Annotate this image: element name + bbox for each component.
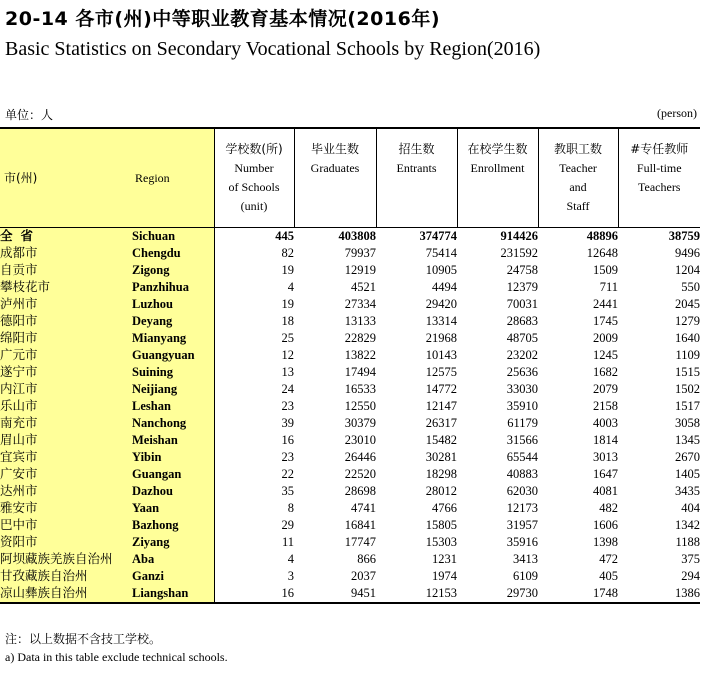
enrollment-header-en: Enrollment <box>470 161 525 175</box>
staff-cell: 1647 <box>593 467 618 481</box>
graduates-cell: 79937 <box>344 246 376 260</box>
entrants-cell: 12575 <box>425 365 457 379</box>
schools-cell: 12 <box>281 348 294 362</box>
table-row <box>0 534 700 551</box>
region-cell <box>0 483 214 500</box>
table-row <box>0 398 700 415</box>
enrollment-cell: 12379 <box>506 280 538 294</box>
region-cell <box>0 330 214 347</box>
graduates-cell: 26446 <box>344 450 376 464</box>
enrollment-cell: 31957 <box>506 518 538 532</box>
entrants-cell: 30281 <box>425 450 457 464</box>
region-name-en: Liangshan <box>132 586 189 600</box>
table-row <box>0 551 700 568</box>
schools-cell: 24 <box>281 382 294 396</box>
teachers-cell: 1204 <box>675 263 700 277</box>
entrants-cell: 28012 <box>425 484 457 498</box>
graduates-cell: 13133 <box>344 314 376 328</box>
teachers-cell: 1345 <box>675 433 700 447</box>
entrants-cell: 1231 <box>432 552 457 566</box>
schools-cell: 11 <box>281 535 294 549</box>
schools-cell: 29 <box>281 518 294 532</box>
region-name-en: Sichuan <box>132 229 176 243</box>
enrollment-cell: 23202 <box>506 348 538 362</box>
teachers-header-en-2: Teachers <box>638 180 681 194</box>
schools-cell: 22 <box>281 467 294 481</box>
graduates-cell: 23010 <box>344 433 376 447</box>
staff-cell: 1245 <box>593 348 618 362</box>
enrollment-cell: 12173 <box>506 501 538 515</box>
region-name-en: Guangyuan <box>132 348 195 362</box>
region-cell <box>0 517 214 534</box>
region-cell <box>0 262 214 279</box>
schools-cell: 4 <box>287 552 294 566</box>
region-header <box>0 128 214 228</box>
region-name-en: Luzhou <box>132 297 173 311</box>
region-name-en: Bazhong <box>132 518 179 532</box>
enrollment-cell: 48705 <box>506 331 538 345</box>
graduates-cell: 27334 <box>344 297 376 311</box>
table-row <box>0 296 700 313</box>
teachers-cell: 294 <box>681 569 700 583</box>
region-cell <box>0 364 214 381</box>
region-cell <box>0 398 214 415</box>
region-name-en: Yaan <box>132 501 160 515</box>
schools-cell: 23 <box>281 450 294 464</box>
staff-cell: 482 <box>599 501 618 515</box>
graduates-cell: 16533 <box>344 382 376 396</box>
staff-header-en-1: Teacher <box>559 161 597 175</box>
region-name-cn: 遂宁市 <box>0 365 38 379</box>
region-cell <box>0 568 214 585</box>
schools-header-en-1: Number <box>234 161 274 175</box>
region-name-cn: 乐山市 <box>0 399 38 413</box>
staff-cell: 2158 <box>593 399 618 413</box>
teachers-cell: 1279 <box>675 314 700 328</box>
entrants-cell: 18298 <box>425 467 457 481</box>
teachers-cell: 2045 <box>675 297 700 311</box>
schools-cell: 3 <box>287 569 294 583</box>
staff-header-cn: 教职工数 <box>553 142 602 156</box>
page-title-cn: 20-14 各市(州)中等职业教育基本情况(2016年) <box>5 8 440 30</box>
teachers-cell: 404 <box>681 501 700 515</box>
teachers-cell: 9496 <box>675 246 700 260</box>
table-row <box>0 364 700 381</box>
schools-cell: 35 <box>281 484 294 498</box>
region-name-cn: 眉山市 <box>0 433 38 447</box>
schools-header-cn: 学校数(所) <box>225 142 283 156</box>
unit-label-en: (person) <box>657 106 697 120</box>
enrollment-header <box>457 128 538 228</box>
region-name-en: Mianyang <box>132 331 187 345</box>
entrants-cell: 374774 <box>419 229 457 243</box>
staff-cell: 48896 <box>586 229 618 243</box>
region-name-cn: 绵阳市 <box>0 331 38 345</box>
schools-cell: 16 <box>214 585 294 603</box>
table-row <box>0 313 700 330</box>
region-cell <box>0 551 214 568</box>
region-name-en: Guangan <box>132 467 182 481</box>
staff-header <box>538 128 618 228</box>
schools-cell: 8 <box>287 501 294 515</box>
teachers-header-en-1: Full-time <box>636 161 682 175</box>
entrants-cell: 4494 <box>432 280 457 294</box>
enrollment-cell: 65544 <box>506 450 538 464</box>
graduates-header-en: Graduates <box>310 161 360 175</box>
teachers-cell: 1405 <box>675 467 700 481</box>
enrollment-cell: 33030 <box>506 382 538 396</box>
entrants-cell: 15303 <box>425 535 457 549</box>
graduates-cell: 4521 <box>351 280 376 294</box>
staff-header-en-2: and <box>569 180 587 194</box>
schools-cell: 25 <box>281 331 294 345</box>
graduates-cell: 12919 <box>344 263 376 277</box>
table-row <box>0 262 700 279</box>
region-cell <box>0 415 214 432</box>
entrants-header <box>376 128 457 228</box>
schools-cell: 19 <box>281 297 294 311</box>
staff-cell: 1509 <box>593 263 618 277</box>
staff-cell: 4003 <box>593 416 618 430</box>
entrants-cell: 26317 <box>425 416 457 430</box>
region-name-cn: 全省 <box>0 229 42 243</box>
staff-cell: 2009 <box>593 331 618 345</box>
table-row <box>0 279 700 296</box>
graduates-cell: 17494 <box>344 365 376 379</box>
entrants-header-cn: 招生数 <box>398 142 435 156</box>
schools-header-en-2: of Schools <box>228 180 280 194</box>
staff-cell: 1748 <box>538 585 618 603</box>
region-name-en: Chengdu <box>132 246 181 260</box>
table-row <box>0 500 700 517</box>
region-name-cn: 雅安市 <box>0 501 38 515</box>
enrollment-cell: 25636 <box>506 365 538 379</box>
staff-cell: 711 <box>599 280 618 294</box>
region-name-cn: 资阳市 <box>0 535 38 549</box>
region-cell <box>0 245 214 262</box>
teachers-cell: 1342 <box>675 518 700 532</box>
region-cell <box>0 466 214 483</box>
staff-cell: 1398 <box>593 535 618 549</box>
region-name-en: Dazhou <box>132 484 173 498</box>
region-name-en: Ganzi <box>132 569 164 583</box>
graduates-header-cn: 毕业生数 <box>310 142 359 156</box>
schools-cell: 23 <box>281 399 294 413</box>
region-name-cn: 巴中市 <box>0 518 38 532</box>
enrollment-cell: 35916 <box>506 535 538 549</box>
region-cell <box>0 381 214 398</box>
region-name-en: Ziyang <box>132 535 170 549</box>
region-name-en: Aba <box>132 552 155 566</box>
region-cell <box>0 296 214 313</box>
entrants-cell: 21968 <box>425 331 457 345</box>
table-row <box>0 483 700 500</box>
teachers-header-cn: #专任教师 <box>630 142 689 156</box>
schools-cell: 39 <box>281 416 294 430</box>
region-name-cn: 泸州市 <box>0 297 38 311</box>
enrollment-cell: 3413 <box>513 552 538 566</box>
teachers-cell: 3058 <box>675 416 700 430</box>
enrollment-cell: 6109 <box>513 569 538 583</box>
region-name-cn: 自贡市 <box>0 263 38 277</box>
table-row <box>0 449 700 466</box>
region-name-en: Yibin <box>132 450 162 464</box>
region-name-en: Panzhihua <box>132 280 189 294</box>
region-cell <box>0 500 214 517</box>
region-name-cn: 阿坝藏族羌族自治州 <box>0 552 113 566</box>
table-row <box>0 245 700 262</box>
region-name-cn: 凉山彝族自治州 <box>0 586 88 600</box>
teachers-cell: 1188 <box>675 535 700 549</box>
region-name-cn: 德阳市 <box>0 314 38 328</box>
entrants-cell: 14772 <box>425 382 457 396</box>
teachers-cell: 3435 <box>675 484 700 498</box>
table-body <box>0 228 700 604</box>
footnote-en: a) Data in this table exclude technical schools. <box>5 650 228 664</box>
schools-cell: 13 <box>281 365 294 379</box>
entrants-cell: 15805 <box>425 518 457 532</box>
graduates-cell: 13822 <box>344 348 376 362</box>
staff-cell: 4081 <box>593 484 618 498</box>
region-name-cn: 内江市 <box>0 382 38 396</box>
region-name-cn: 成都市 <box>0 246 38 260</box>
graduates-cell: 12550 <box>344 399 376 413</box>
staff-cell: 12648 <box>586 246 618 260</box>
table-row <box>0 432 700 449</box>
enrollment-cell: 70031 <box>506 297 538 311</box>
teachers-cell: 1109 <box>675 348 700 362</box>
table-row <box>0 330 700 347</box>
unit-label-cn: 单位：人 <box>5 108 54 122</box>
entrants-cell: 12147 <box>425 399 457 413</box>
region-cell <box>0 432 214 449</box>
enrollment-cell: 914426 <box>500 229 538 243</box>
region-name-en: Suining <box>132 365 174 379</box>
graduates-header <box>294 128 376 228</box>
entrants-header-en: Entrants <box>396 161 437 175</box>
region-name-cn: 达州市 <box>0 484 38 498</box>
enrollment-cell: 61179 <box>507 416 538 430</box>
entrants-cell: 15482 <box>425 433 457 447</box>
region-cell <box>0 449 214 466</box>
region-name-en: Zigong <box>132 263 170 277</box>
schools-header-en-3: (unit) <box>240 199 268 213</box>
graduates-cell: 22520 <box>344 467 376 481</box>
region-name-en: Deyang <box>132 314 173 328</box>
staff-cell: 1745 <box>593 314 618 328</box>
region-name-cn: 攀枝花市 <box>0 280 51 294</box>
graduates-cell: 30379 <box>344 416 376 430</box>
enrollment-header-cn: 在校学生数 <box>467 142 528 156</box>
graduates-cell: 28698 <box>344 484 376 498</box>
enrollment-cell: 35910 <box>506 399 538 413</box>
schools-cell: 16 <box>281 433 294 447</box>
table-header-row <box>0 128 700 228</box>
entrants-cell: 4766 <box>432 501 457 515</box>
teachers-cell: 1517 <box>675 399 700 413</box>
region-cell <box>0 347 214 364</box>
table-row <box>0 347 700 364</box>
teachers-cell: 1502 <box>675 382 700 396</box>
region-header-en: Region <box>135 170 170 185</box>
schools-cell: 4 <box>287 280 294 294</box>
entrants-cell: 10143 <box>425 348 457 362</box>
region-cell <box>0 228 214 246</box>
schools-cell: 445 <box>275 229 294 243</box>
region-name-cn: 南充市 <box>0 416 38 430</box>
footnote-cn: 注：以上数据不含技工学校。 <box>5 632 162 646</box>
table-row <box>0 585 700 603</box>
staff-cell: 405 <box>599 569 618 583</box>
teachers-cell: 1386 <box>618 585 700 603</box>
teachers-cell: 1640 <box>675 331 700 345</box>
schools-header <box>214 128 294 228</box>
staff-cell: 1606 <box>593 518 618 532</box>
table-row <box>0 517 700 534</box>
schools-cell: 18 <box>281 314 294 328</box>
teachers-header <box>618 128 700 228</box>
graduates-cell: 17747 <box>344 535 376 549</box>
page-title-en: Basic Statistics on Secondary Vocational Schools by Region(2016) <box>5 38 541 60</box>
region-name-cn: 广元市 <box>0 348 38 362</box>
region-name-cn: 宜宾市 <box>0 450 38 464</box>
staff-cell: 2441 <box>593 297 618 311</box>
teachers-cell: 1515 <box>675 365 700 379</box>
graduates-cell: 2037 <box>351 569 376 583</box>
staff-cell: 1682 <box>593 365 618 379</box>
enrollment-cell: 28683 <box>506 314 538 328</box>
region-header-cn: 市(州) <box>4 170 38 185</box>
region-name-en: Meishan <box>132 433 178 447</box>
enrollment-cell: 31566 <box>506 433 538 447</box>
staff-cell: 472 <box>599 552 618 566</box>
table-row <box>0 466 700 483</box>
region-cell <box>0 279 214 296</box>
entrants-cell: 13314 <box>425 314 457 328</box>
table-row <box>0 228 700 246</box>
region-name-en: Leshan <box>132 399 171 413</box>
enrollment-cell: 24758 <box>506 263 538 277</box>
region-name-cn: 广安市 <box>0 467 38 481</box>
staff-cell: 2079 <box>593 382 618 396</box>
statistics-table <box>0 127 700 604</box>
enrollment-cell: 231592 <box>500 246 538 260</box>
enrollment-cell: 29730 <box>457 585 538 603</box>
teachers-cell: 38759 <box>668 229 700 243</box>
teachers-cell: 375 <box>681 552 700 566</box>
region-cell <box>0 585 214 603</box>
enrollment-cell: 40883 <box>506 467 538 481</box>
entrants-cell: 1974 <box>432 569 457 583</box>
region-name-cn: 甘孜藏族自治州 <box>0 569 88 583</box>
entrants-cell: 12153 <box>376 585 457 603</box>
staff-cell: 3013 <box>593 450 618 464</box>
region-name-en: Neijiang <box>132 382 178 396</box>
teachers-cell: 550 <box>681 280 700 294</box>
graduates-cell: 403808 <box>338 229 376 243</box>
schools-cell: 19 <box>281 263 294 277</box>
teachers-cell: 2670 <box>675 450 700 464</box>
entrants-cell: 75414 <box>425 246 457 260</box>
staff-header-en-3: Staff <box>566 199 590 213</box>
table-row <box>0 381 700 398</box>
staff-cell: 1814 <box>593 433 618 447</box>
graduates-cell: 16841 <box>344 518 376 532</box>
entrants-cell: 29420 <box>425 297 457 311</box>
graduates-cell: 4741 <box>351 501 376 515</box>
region-name-en: Nanchong <box>132 416 187 430</box>
schools-cell: 82 <box>281 246 294 260</box>
region-cell <box>0 534 214 551</box>
graduates-cell: 9451 <box>294 585 376 603</box>
table-row <box>0 568 700 585</box>
graduates-cell: 22829 <box>344 331 376 345</box>
table-row <box>0 415 700 432</box>
region-cell <box>0 313 214 330</box>
graduates-cell: 866 <box>357 552 376 566</box>
enrollment-cell: 62030 <box>506 484 538 498</box>
entrants-cell: 10905 <box>425 263 457 277</box>
